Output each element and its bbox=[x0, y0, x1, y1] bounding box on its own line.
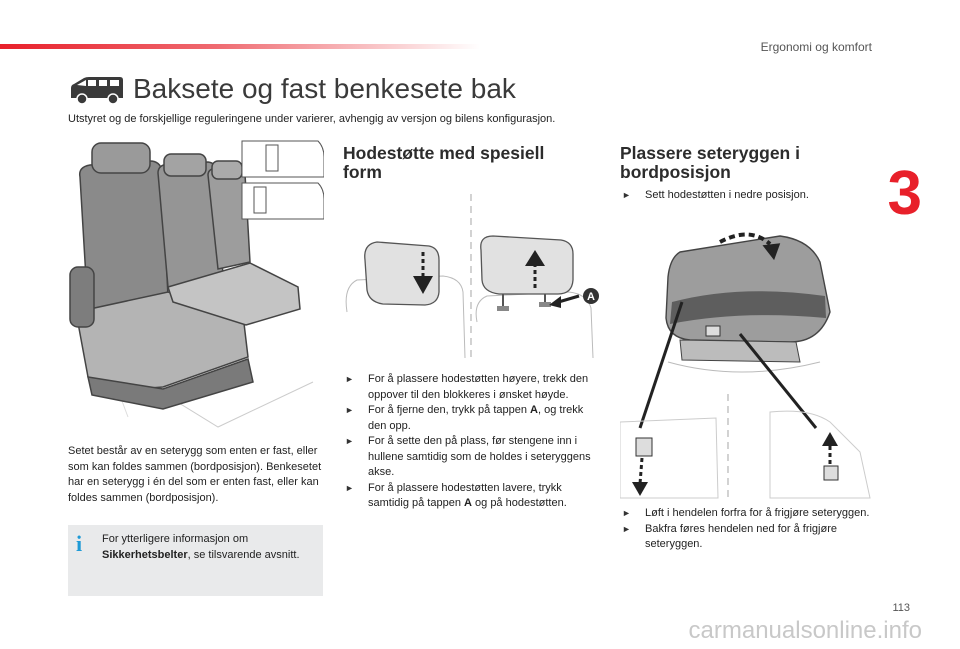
bullet-marker-icon: ► bbox=[622, 508, 631, 518]
table-position-steps-bottom bbox=[620, 506, 870, 553]
van-icon bbox=[68, 74, 126, 106]
list-item: ► For å plassere hodestøtten lavere, trykk samtidig på tappen A og på hodestøtten. bbox=[345, 481, 567, 509]
bullet-marker-icon: ► bbox=[345, 436, 354, 446]
bullet-marker-icon: ► bbox=[345, 405, 354, 415]
intro-text: Utstyret og de forskjellige reguleringene under varierer, avhengig av versjon og bilens konfigurasjon. bbox=[68, 113, 556, 125]
list-item: ► Løft i hendelen forfra for å frigjøre seteryggen. bbox=[620, 506, 870, 522]
info-icon: i bbox=[76, 531, 83, 556]
headrest-steps bbox=[343, 372, 593, 512]
bullet-marker-icon: ► bbox=[345, 374, 354, 384]
info-text: For ytterligere informasjon om Sikkerhetsbelter, se tilsvarende avsnitt. bbox=[102, 533, 300, 561]
bullet-marker-icon: ► bbox=[622, 190, 631, 200]
fold-backrest-illustration bbox=[620, 222, 875, 500]
table-position-heading: Plassere seteryggen i bordposisjon bbox=[620, 143, 800, 182]
bullet-marker-icon: ► bbox=[622, 523, 631, 534]
watermark: carmanualsonline.info bbox=[688, 617, 922, 644]
header-accent-bar bbox=[0, 44, 480, 49]
label-a: A bbox=[587, 291, 595, 303]
list-item: ► Bakfra føres hendelen ned for å frigjøre seteryggen. bbox=[622, 522, 837, 550]
bullet-marker-icon: ► bbox=[345, 482, 354, 493]
table-position-step-top bbox=[620, 188, 870, 204]
chapter-number: 3 bbox=[887, 159, 922, 228]
list-item: ► For å fjerne den, trykk på tappen A, og trekk den opp. bbox=[345, 404, 584, 432]
info-box bbox=[68, 525, 323, 596]
rear-seat-illustration bbox=[68, 137, 324, 435]
list-item: ► For å sette den på plass, før stengene inn i hullene samtidig som de holdes i seteryggens akse. bbox=[345, 435, 591, 478]
headrest-illustration bbox=[343, 192, 601, 360]
list-item: ► Sett hodestøtten i nedre posisjon. bbox=[620, 188, 870, 204]
page-number: 113 bbox=[892, 602, 910, 614]
page-title: Baksete og fast benkesete bak bbox=[133, 73, 516, 104]
list-item: ► For å plassere hodestøtten høyere, trekk den oppover til den blokkeres i ønsket høyde. bbox=[345, 373, 589, 401]
seat-description: Setet består av en seterygg som enten er fast, eller som kan foldes sammen (bordposisjon). Benkesetet har en seterygg i én del som er enten fast, eller kan foldes sammen (bordposisjon). bbox=[68, 445, 322, 504]
section-title: Ergonomi og komfort bbox=[760, 40, 872, 54]
headrest-heading: Hodestøtte med spesiell form bbox=[343, 143, 545, 182]
